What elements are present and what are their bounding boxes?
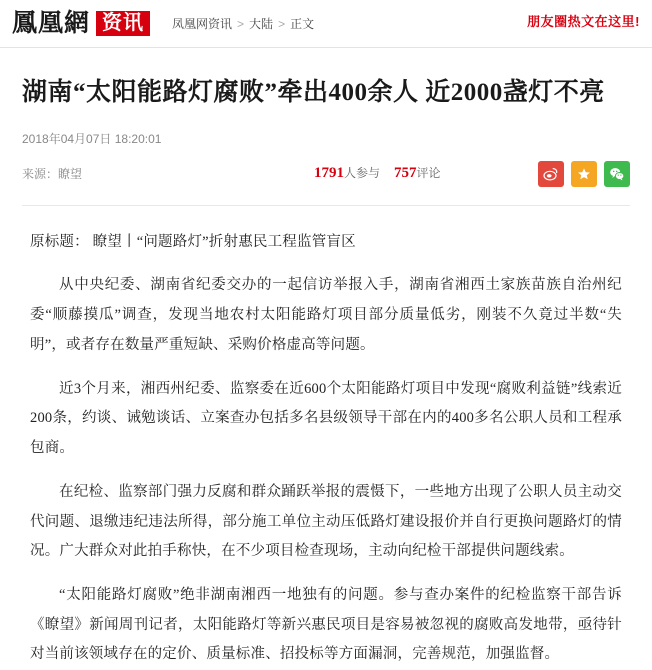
article-datetime: 2018年04月07日 18:20:01 <box>22 131 162 146</box>
engagement-counts <box>314 164 441 182</box>
breadcrumb-separator-2: > <box>278 16 286 31</box>
article-paragraph-1: 从中央纪委、湖南省纪委交办的一起信访举报入手，湖南省湘西土家族苗族自治州纪委“顺藤摸瓜”调查，发现当地农村太阳能路灯项目部分质量低劣，刚装不久竟过半数“失明”，或者存在数量严重短缺、采购价格虚高等问题。 <box>30 277 622 353</box>
article-source: 来源：瞭望 <box>22 167 83 182</box>
share-buttons <box>538 161 630 187</box>
site-header <box>0 0 652 48</box>
original-title: 原标题： 瞭望丨“问题路灯”折射惠民工程监管盲区 <box>30 233 356 250</box>
breadcrumb-separator-1: > <box>237 16 245 31</box>
site-logo-channel-tag: 资讯 <box>96 11 150 36</box>
wechat-share-icon[interactable] <box>604 161 630 187</box>
breadcrumb <box>172 15 314 32</box>
breadcrumb-item-home[interactable]: 凤凰网资讯 <box>172 17 233 31</box>
participants-count: 1791 <box>314 164 344 181</box>
participants-label: 人参与 <box>344 165 381 180</box>
site-logo[interactable] <box>12 11 150 36</box>
breadcrumb-item-article[interactable]: 正文 <box>290 17 315 31</box>
page-title: 湖南“太阳能路灯腐败”牵出400余人 近2000盏灯不亮 <box>22 79 605 106</box>
weibo-share-icon[interactable] <box>538 161 564 187</box>
article-paragraph-4: “太阳能路灯腐败”绝非湖南湘西一地独有的问题。参与查办案件的纪检监察干部告诉《瞭望》新闻周刊记者，太阳能路灯等新兴惠民项目是容易被忽视的腐败高发地带，亟待针对当前该领域存在的定价、质量标准、招投标等方面漏洞，完善规范，加强监督。 <box>30 586 622 663</box>
breadcrumb-item-mainland[interactable]: 大陆 <box>249 17 274 31</box>
article-meta-row <box>22 161 630 187</box>
article-body <box>0 228 652 670</box>
promo-banner-text[interactable]: 朋友圈热文在这里! <box>527 14 640 29</box>
article-paragraph-2: 近3个月来，湘西州纪委、监察委在近600个太阳能路灯项目中发现“腐败利益链”线索近200条，约谈、诫勉谈话、立案查办包括多名县级领导干部在内的400多名公职人员和工程承包商。 <box>30 380 622 457</box>
comments-label: 评论 <box>416 165 441 180</box>
favorite-star-icon[interactable] <box>571 161 597 187</box>
header-divider <box>22 205 630 206</box>
article-header <box>0 76 652 206</box>
article-paragraph-3: 在纪检、监察部门强力反腐和群众踊跃举报的震慑下，一些地方出现了公职人员主动交代问题、退缴违纪违法所得，部分施工单位主动压低路灯建设报价并自行更换问题路灯的情况。广大群众对此拍手称快，在不少项目检查现场，主动向纪检干部提供问题线索。 <box>30 483 622 560</box>
comments-count: 757 <box>394 164 417 181</box>
site-logo-text: 鳳凰網 <box>12 10 91 37</box>
